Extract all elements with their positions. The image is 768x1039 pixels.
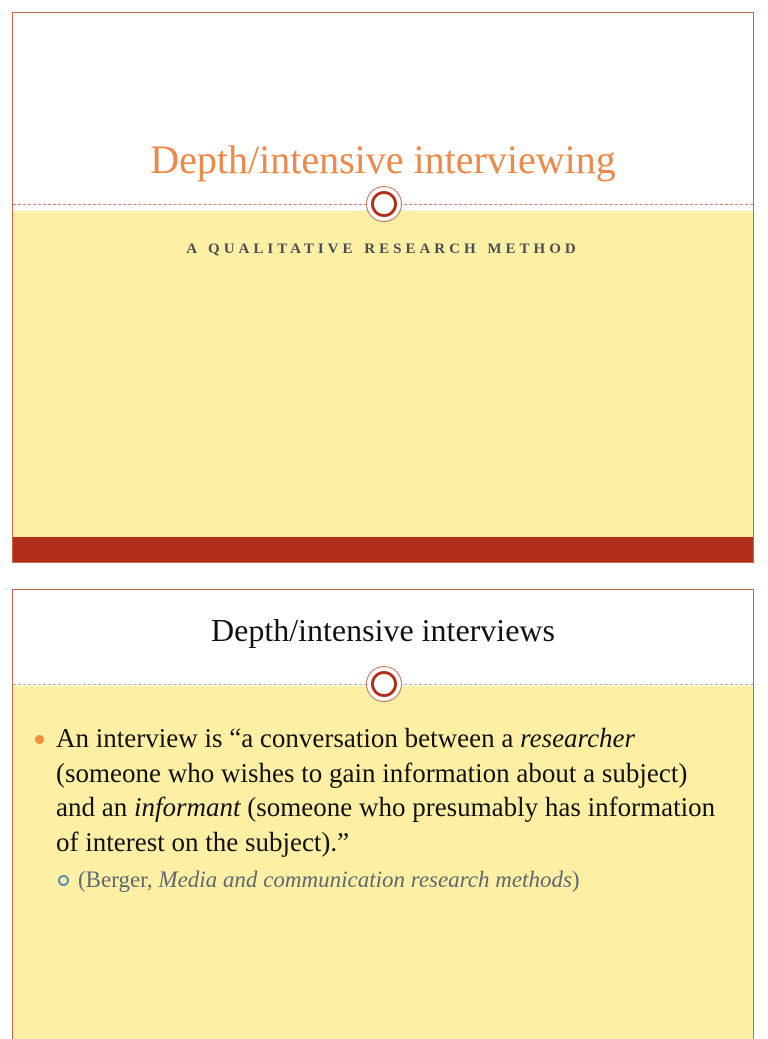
bullet-text-part: (someone who wishes to gain information about a subject) and an	[56, 757, 688, 822]
ring-ornament-icon	[366, 666, 402, 702]
sub-list-item	[56, 865, 733, 895]
bullet-text-part: (someone who presumably has information of interest on the subject).”	[56, 792, 716, 857]
bullet-emphasis-researcher: researcher	[520, 723, 636, 753]
slide-1	[12, 12, 754, 563]
bullet-text-part: An interview is “a conversation between a	[56, 723, 521, 753]
ring-ornament-icon	[366, 186, 402, 222]
slide-1-subtitle: A QUALITATIVE RESEARCH METHOD	[186, 241, 580, 257]
citation-title: Media and communication research methods	[158, 867, 572, 892]
bullet-dot-icon	[35, 735, 44, 744]
slide-1-title: Depth/intensive interviewing	[150, 137, 616, 182]
bullet-emphasis-informant: informant	[133, 792, 241, 822]
slide-1-title-area	[13, 13, 753, 211]
slide-1-body-area	[13, 211, 753, 537]
slide-2	[12, 589, 754, 1039]
slide-2-title: Depth/intensive interviews	[211, 612, 555, 648]
citation-suffix: )	[571, 867, 580, 892]
citation-prefix: (Berger,	[78, 867, 159, 892]
circle-bullet-icon	[58, 875, 69, 886]
bullet-list	[33, 721, 733, 895]
list-item	[33, 721, 733, 859]
slide-1-bottom-bar	[13, 537, 753, 563]
